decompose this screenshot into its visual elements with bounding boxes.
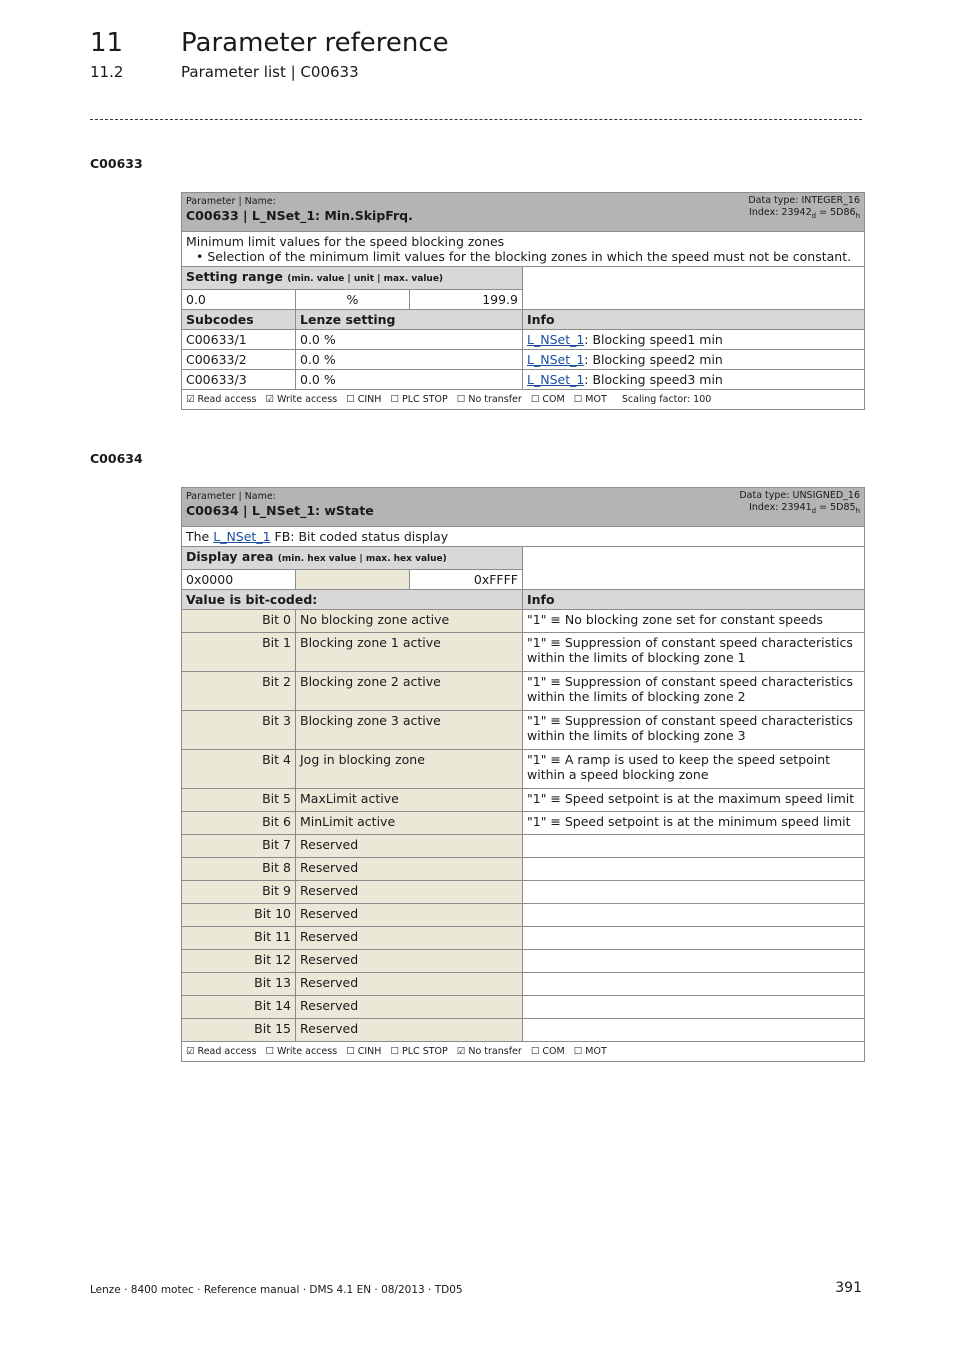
c00634-name: C00634 | L_NSet_1: wState [186,503,374,518]
c00634-col-info: Info [523,590,865,610]
c00633-range-min: 0.0 [182,290,296,310]
bit-row [182,881,865,904]
bit-row [182,1019,865,1042]
c00633-range-unit: % [296,290,410,310]
bit-number: Bit 2 [182,672,296,711]
bit-name: Jog in blocking zone [296,750,523,789]
bit-name: Blocking zone 3 active [296,711,523,750]
bit-info [523,996,865,1019]
bit-info [523,950,865,973]
c00633-col-info: Info [523,310,865,330]
bit-name: Reserved [296,835,523,858]
bit-row [182,858,865,881]
bit-row [182,711,865,750]
header-divider [90,119,862,120]
bit-name: Reserved [296,927,523,950]
c00634-index: Index: $23941_d = 5D85_h$ [749,502,861,515]
bit-name: MinLimit active [296,812,523,835]
bit-number: Bit 7 [182,835,296,858]
l-nset-1-link[interactable]: L_NSet_1 [527,332,585,347]
table-row: C00633/2 0.0 % L_NSet_1: Blocking speed2 min [182,350,865,370]
bit-number: Bit 14 [182,996,296,1019]
bit-row [182,904,865,927]
c00633-col-lenze: Lenze setting [296,310,523,330]
page-number: 391 [835,1280,862,1296]
bit-number: Bit 5 [182,789,296,812]
bit-name: Reserved [296,904,523,927]
c00634-heading: C00634 [90,451,143,466]
bit-number: Bit 0 [182,610,296,633]
c00633-heading: C00633 [90,156,143,171]
bit-number: Bit 13 [182,973,296,996]
c00634-range-min: 0x0000 [182,570,296,590]
bit-number: Bit 12 [182,950,296,973]
section-number: 11.2 [90,63,124,81]
c00634-param-label: Parameter | Name: [186,491,276,502]
c00634-access-footer: ☑ Read access ☐ Write access ☐ CINH ☐ PLC STOP ☑ No transfer ☐ COM ☐ MOT [182,1042,865,1062]
bit-name: Reserved [296,996,523,1019]
bit-number: Bit 10 [182,904,296,927]
c00633-description: Minimum limit values for the speed blocking zones • Selection of the minimum limit values for the blocking zones in which the speed must not be constant. [182,232,865,267]
table-row: C00633/3 0.0 % L_NSet_1: Blocking speed3 min [182,370,865,390]
bit-name: MaxLimit active [296,789,523,812]
bit-info [523,904,865,927]
c00634-data-type: Data type: UNSIGNED_16 [739,490,861,501]
chapter-title: Parameter reference [181,28,449,58]
bit-row [182,610,865,633]
c00634-range-label: Display area (min. hex value | max. hex value) [182,547,523,570]
c00633-range-label: Setting range (min. value | unit | max. value) [182,267,523,290]
bit-info [523,881,865,904]
bit-row [182,750,865,789]
bit-row [182,789,865,812]
c00633-table [181,192,865,410]
c00634-col-value: Value is bit-coded: [182,590,523,610]
bit-info: "1" ≡ Suppression of constant speed characteristics within the limits of blocking zone 3 [523,711,865,750]
bit-row [182,835,865,858]
c00634-range-max: 0xFFFF [410,570,523,590]
bit-name: Blocking zone 1 active [296,633,523,672]
bit-name: No blocking zone active [296,610,523,633]
c00633-name: C00633 | L_NSet_1: Min.SkipFrq. [186,208,413,223]
c00633-range-max: 199.9 [410,290,523,310]
c00633-header [182,193,865,232]
c00634-header [182,488,865,527]
bit-row [182,950,865,973]
bit-number: Bit 6 [182,812,296,835]
bit-info: "1" ≡ Suppression of constant speed characteristics within the limits of blocking zone 1 [523,633,865,672]
bit-name: Reserved [296,881,523,904]
bit-info: "1" ≡ No blocking zone set for constant speeds [523,610,865,633]
section-title: Parameter list | C00633 [181,63,359,81]
bit-name: Blocking zone 2 active [296,672,523,711]
bit-info: "1" ≡ A ramp is used to keep the speed setpoint within a speed blocking zone [523,750,865,789]
bit-name: Reserved [296,1019,523,1042]
c00633-data-type: Data type: INTEGER_16 [748,195,860,206]
bit-name: Reserved [296,858,523,881]
bit-info [523,1019,865,1042]
c00633-index: Index: $23942_d = 5D86_h$ [749,207,860,220]
c00634-table [181,487,865,1062]
chapter-number: 11 [90,28,124,58]
bit-number: Bit 8 [182,858,296,881]
bit-row [182,996,865,1019]
bit-row [182,633,865,672]
bit-number: Bit 1 [182,633,296,672]
bit-info [523,835,865,858]
l-nset-1-link[interactable]: L_NSet_1 [527,372,585,387]
bit-info: "1" ≡ Speed setpoint is at the minimum speed limit [523,812,865,835]
bit-row [182,927,865,950]
c00633-param-label: Parameter | Name: [186,196,276,207]
bit-info [523,973,865,996]
bit-info: "1" ≡ Suppression of constant speed characteristics within the limits of blocking zone 2 [523,672,865,711]
bit-info: "1" ≡ Speed setpoint is at the maximum speed limit [523,789,865,812]
l-nset-1-link[interactable]: L_NSet_1 [213,529,271,544]
bit-row [182,812,865,835]
c00634-description: The L_NSet_1 FB: Bit coded status display [182,527,865,547]
l-nset-1-link[interactable]: L_NSet_1 [527,352,585,367]
bit-number: Bit 3 [182,711,296,750]
bit-info [523,858,865,881]
bit-row [182,973,865,996]
bit-row [182,672,865,711]
bit-number: Bit 15 [182,1019,296,1042]
bit-name: Reserved [296,950,523,973]
bit-number: Bit 4 [182,750,296,789]
bit-number: Bit 9 [182,881,296,904]
table-row: C00633/1 0.0 % L_NSet_1: Blocking speed1 min [182,330,865,350]
document-footer: Lenze · 8400 motec · Reference manual · DMS 4.1 EN · 08/2013 · TD05 [90,1284,463,1296]
bit-name: Reserved [296,973,523,996]
c00633-access-footer: ☑ Read access ☑ Write access ☐ CINH ☐ PLC STOP ☐ No transfer ☐ COM ☐ MOT Scaling factor: 100 [182,390,865,410]
bit-number: Bit 11 [182,927,296,950]
bit-info [523,927,865,950]
c00633-col-subcodes: Subcodes [182,310,296,330]
